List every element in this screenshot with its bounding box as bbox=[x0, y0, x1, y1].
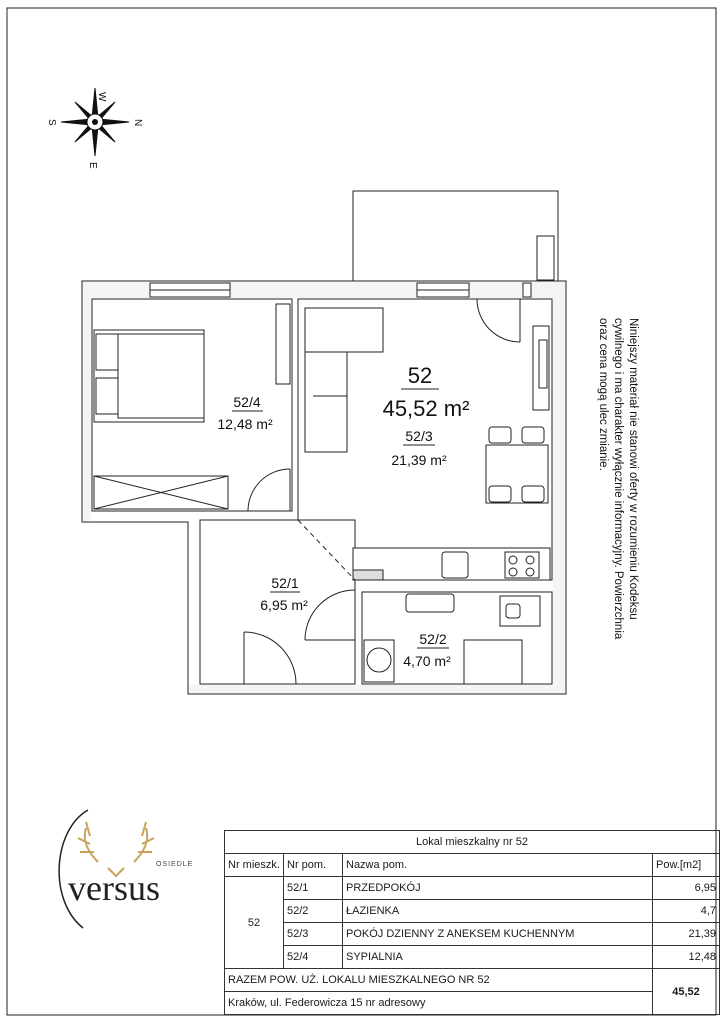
disclaimer-text: Niniejszy materiał nie stanowi oferty w rozumieniu Kodeksu cywilnego i ma charakter wyłącznie informacyjny. Powierzchnia oraz cena mogą ulec zmianie. bbox=[597, 318, 639, 640]
room-schedule-table bbox=[224, 830, 720, 1015]
svg-text:6,95 m²: 6,95 m² bbox=[260, 597, 308, 613]
logo-big: versus bbox=[68, 868, 160, 908]
svg-text:52: 52 bbox=[407, 363, 433, 388]
table-row bbox=[225, 900, 720, 923]
room-no-cell: 52/4 bbox=[284, 946, 343, 969]
address: Kraków, ul. Federowicza 15 nr adresowy bbox=[225, 992, 653, 1015]
table-row bbox=[225, 877, 720, 900]
table-row bbox=[225, 946, 720, 969]
svg-text:52/1: 52/1 bbox=[271, 575, 299, 591]
compass-e: E bbox=[87, 162, 98, 169]
kitchen-counter bbox=[353, 548, 550, 580]
compass-w: W bbox=[96, 92, 107, 102]
compass-s: S bbox=[46, 119, 57, 126]
header-apartment: Nr mieszk. bbox=[225, 854, 284, 877]
total-label: RAZEM POW. UŻ. LOKALU MIESZKALNEGO NR 52 bbox=[225, 969, 653, 992]
header-area: Pow.[m2] bbox=[653, 854, 720, 877]
svg-text:45,52 m²: 45,52 m² bbox=[382, 396, 470, 421]
room-no-cell: 52/3 bbox=[284, 923, 343, 946]
room-no-cell: 52/2 bbox=[284, 900, 343, 923]
header-room-no: Nr pom. bbox=[284, 854, 343, 877]
table-title: Lokal mieszkalny nr 52 bbox=[225, 831, 720, 854]
compass-icon bbox=[46, 88, 143, 169]
versus-logo bbox=[48, 800, 218, 940]
total-value: 45,52 bbox=[653, 969, 720, 1015]
room-area-cell: 12,48 bbox=[653, 946, 720, 969]
header-room-name: Nazwa pom. bbox=[343, 854, 653, 877]
bedroom-wardrobe bbox=[276, 304, 290, 384]
room-name-cell: ŁAZIENKA bbox=[343, 900, 653, 923]
tv-unit bbox=[533, 326, 549, 410]
balcony bbox=[353, 191, 558, 281]
room-no-cell: 52/1 bbox=[284, 877, 343, 900]
room-area-cell: 21,39 bbox=[653, 923, 720, 946]
room-name-cell: SYPIALNIA bbox=[343, 946, 653, 969]
room-name-cell: POKÓJ DZIENNY Z ANEKSEM KUCHENNYM bbox=[343, 923, 653, 946]
svg-text:4,70 m²: 4,70 m² bbox=[403, 653, 451, 669]
svg-text:12,48 m²: 12,48 m² bbox=[217, 416, 273, 432]
svg-text:52/3: 52/3 bbox=[405, 428, 433, 444]
svg-text:52/4: 52/4 bbox=[233, 394, 261, 410]
table-row bbox=[225, 923, 720, 946]
room-area-cell: 6,95 bbox=[653, 877, 720, 900]
apartment-number-cell: 52 bbox=[225, 877, 284, 969]
room-area-cell: 4,7 bbox=[653, 900, 720, 923]
svg-text:52/2: 52/2 bbox=[419, 631, 447, 647]
logo-small: OSIEDLE bbox=[156, 861, 194, 868]
room-name-cell: PRZEDPOKÓJ bbox=[343, 877, 653, 900]
svg-text:21,39 m²: 21,39 m² bbox=[391, 452, 447, 468]
compass-n: N bbox=[132, 119, 143, 127]
